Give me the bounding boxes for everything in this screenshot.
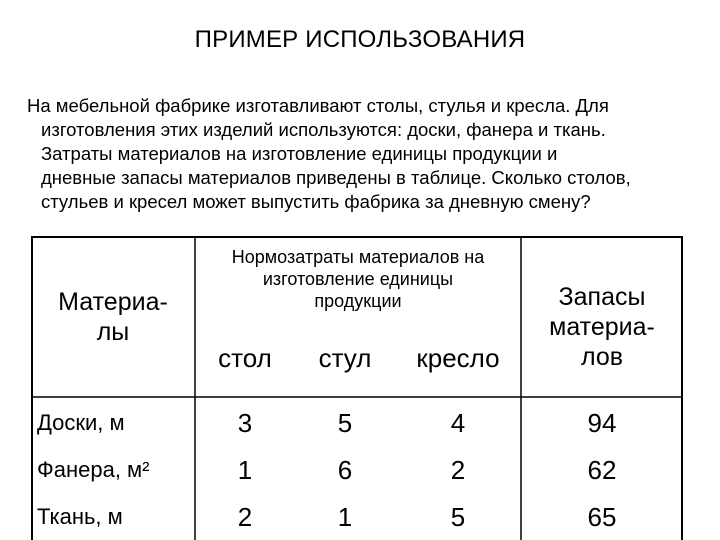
table-cell: 2 [450, 454, 466, 485]
problem-line: Затраты материалов на изготовление единицы продукции и [41, 143, 558, 164]
problem-line: На мебельной фабрике изготавливают столы, стулья и кресла. Для [27, 95, 609, 116]
norms-header [195, 246, 521, 326]
materials-table [31, 236, 683, 540]
product-header-table: стол [218, 342, 272, 373]
table-cell: 1 [337, 501, 353, 532]
problem-text [27, 94, 717, 214]
materials-header-line: лы [96, 317, 130, 346]
stock-header-line: Запасы [558, 282, 646, 311]
table-cell-stock: 65 [587, 501, 617, 532]
page-title: ПРИМЕР ИСПОЛЬЗОВАНИЯ [194, 26, 526, 53]
table-cell-stock: 94 [587, 407, 617, 438]
table-cell: 4 [450, 407, 466, 438]
product-header-chair: стул [318, 342, 372, 373]
table-cell: 3 [237, 407, 253, 438]
table-cell: 1 [237, 454, 253, 485]
stock-header [521, 256, 683, 397]
stock-header-line: лов [580, 342, 624, 371]
table-cell: 2 [237, 501, 253, 532]
table-cell: 5 [337, 407, 353, 438]
materials-header [31, 236, 195, 397]
problem-line: дневные запасы материалов приведены в таблице. Сколько столов, [41, 167, 631, 188]
norms-header-line: изготовление единицы [262, 269, 454, 289]
row-material-label: Доски, м [37, 410, 125, 435]
norms-header-line: продукции [314, 291, 402, 311]
problem-line: стульев и кресел может выпустить фабрика за дневную смену? [41, 191, 591, 212]
row-material-label: Фанера, м² [37, 457, 150, 482]
table-cell-stock: 62 [587, 454, 617, 485]
norms-header-line: Нормозатраты материалов на [231, 247, 485, 267]
problem-line: изготовления этих изделий используются: доски, фанера и ткань. [41, 119, 606, 140]
table-cell: 5 [450, 501, 466, 532]
row-material-label: Ткань, м [37, 504, 123, 529]
table-cell: 6 [337, 454, 353, 485]
stock-header-line: материа- [549, 312, 655, 341]
product-header-armchair: кресло [416, 342, 500, 373]
materials-header-line: Материа- [58, 287, 168, 316]
